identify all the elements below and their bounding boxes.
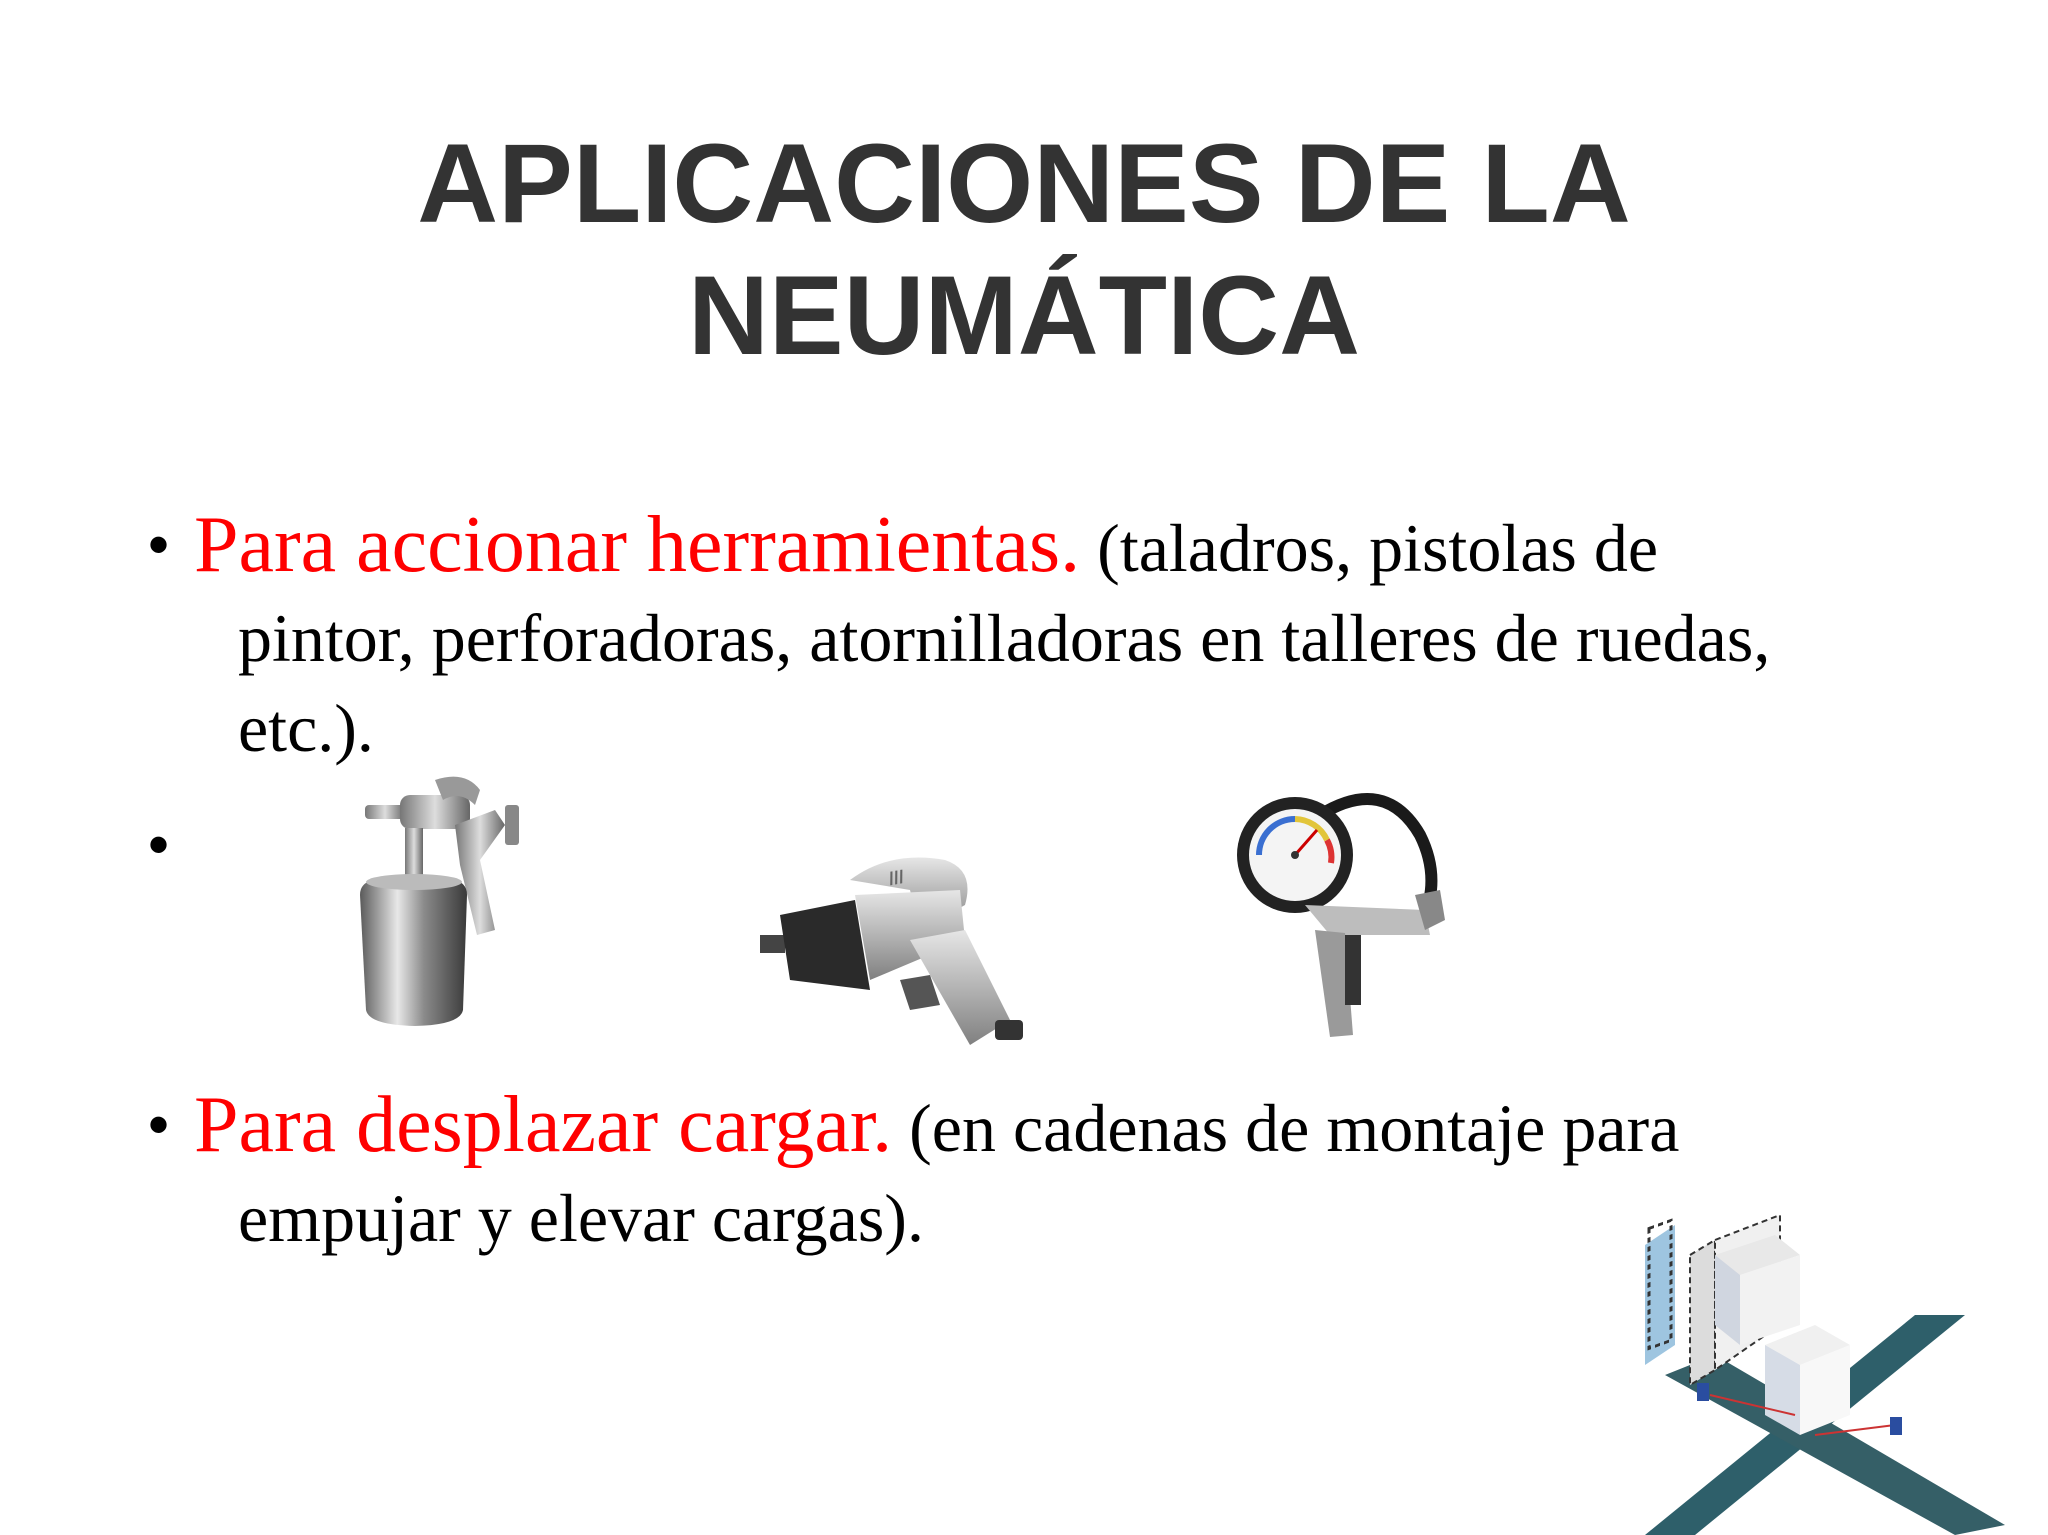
bullet-continuation: pintor, perforadoras, atornilladoras en talleres de ruedas, [238, 600, 1771, 676]
bullet-dot: • [148, 511, 170, 578]
title-line-2: NEUMÁTICA [688, 253, 1360, 378]
conveyor-diagram-icon [1565, 1195, 2025, 1535]
spray-gun-icon [355, 770, 545, 1030]
bullet-continuation: empujar y elevar cargas). [238, 1180, 924, 1256]
bullet-item-tools [148, 500, 1908, 773]
bullet-continuation: etc.). [238, 690, 374, 766]
bullet-rest: (taladros, pistolas de [1080, 510, 1659, 586]
title-line-1: APLICACIONES DE LA [417, 121, 1631, 246]
slide-title [0, 118, 2048, 382]
bullet-lead: Para accionar herramientas. [194, 501, 1081, 589]
tire-gauge-icon [1235, 785, 1465, 1055]
bullet-dot: • [148, 811, 170, 878]
bullet-lead: Para desplazar cargar. [194, 1081, 893, 1169]
bullet-dot: • [148, 1091, 170, 1158]
bullet-rest: (en cadenas de montaje para [892, 1090, 1680, 1166]
tools-image-strip [205, 770, 1905, 1060]
svg-text:///: /// [887, 866, 906, 889]
impact-wrench-icon [760, 830, 1040, 1050]
